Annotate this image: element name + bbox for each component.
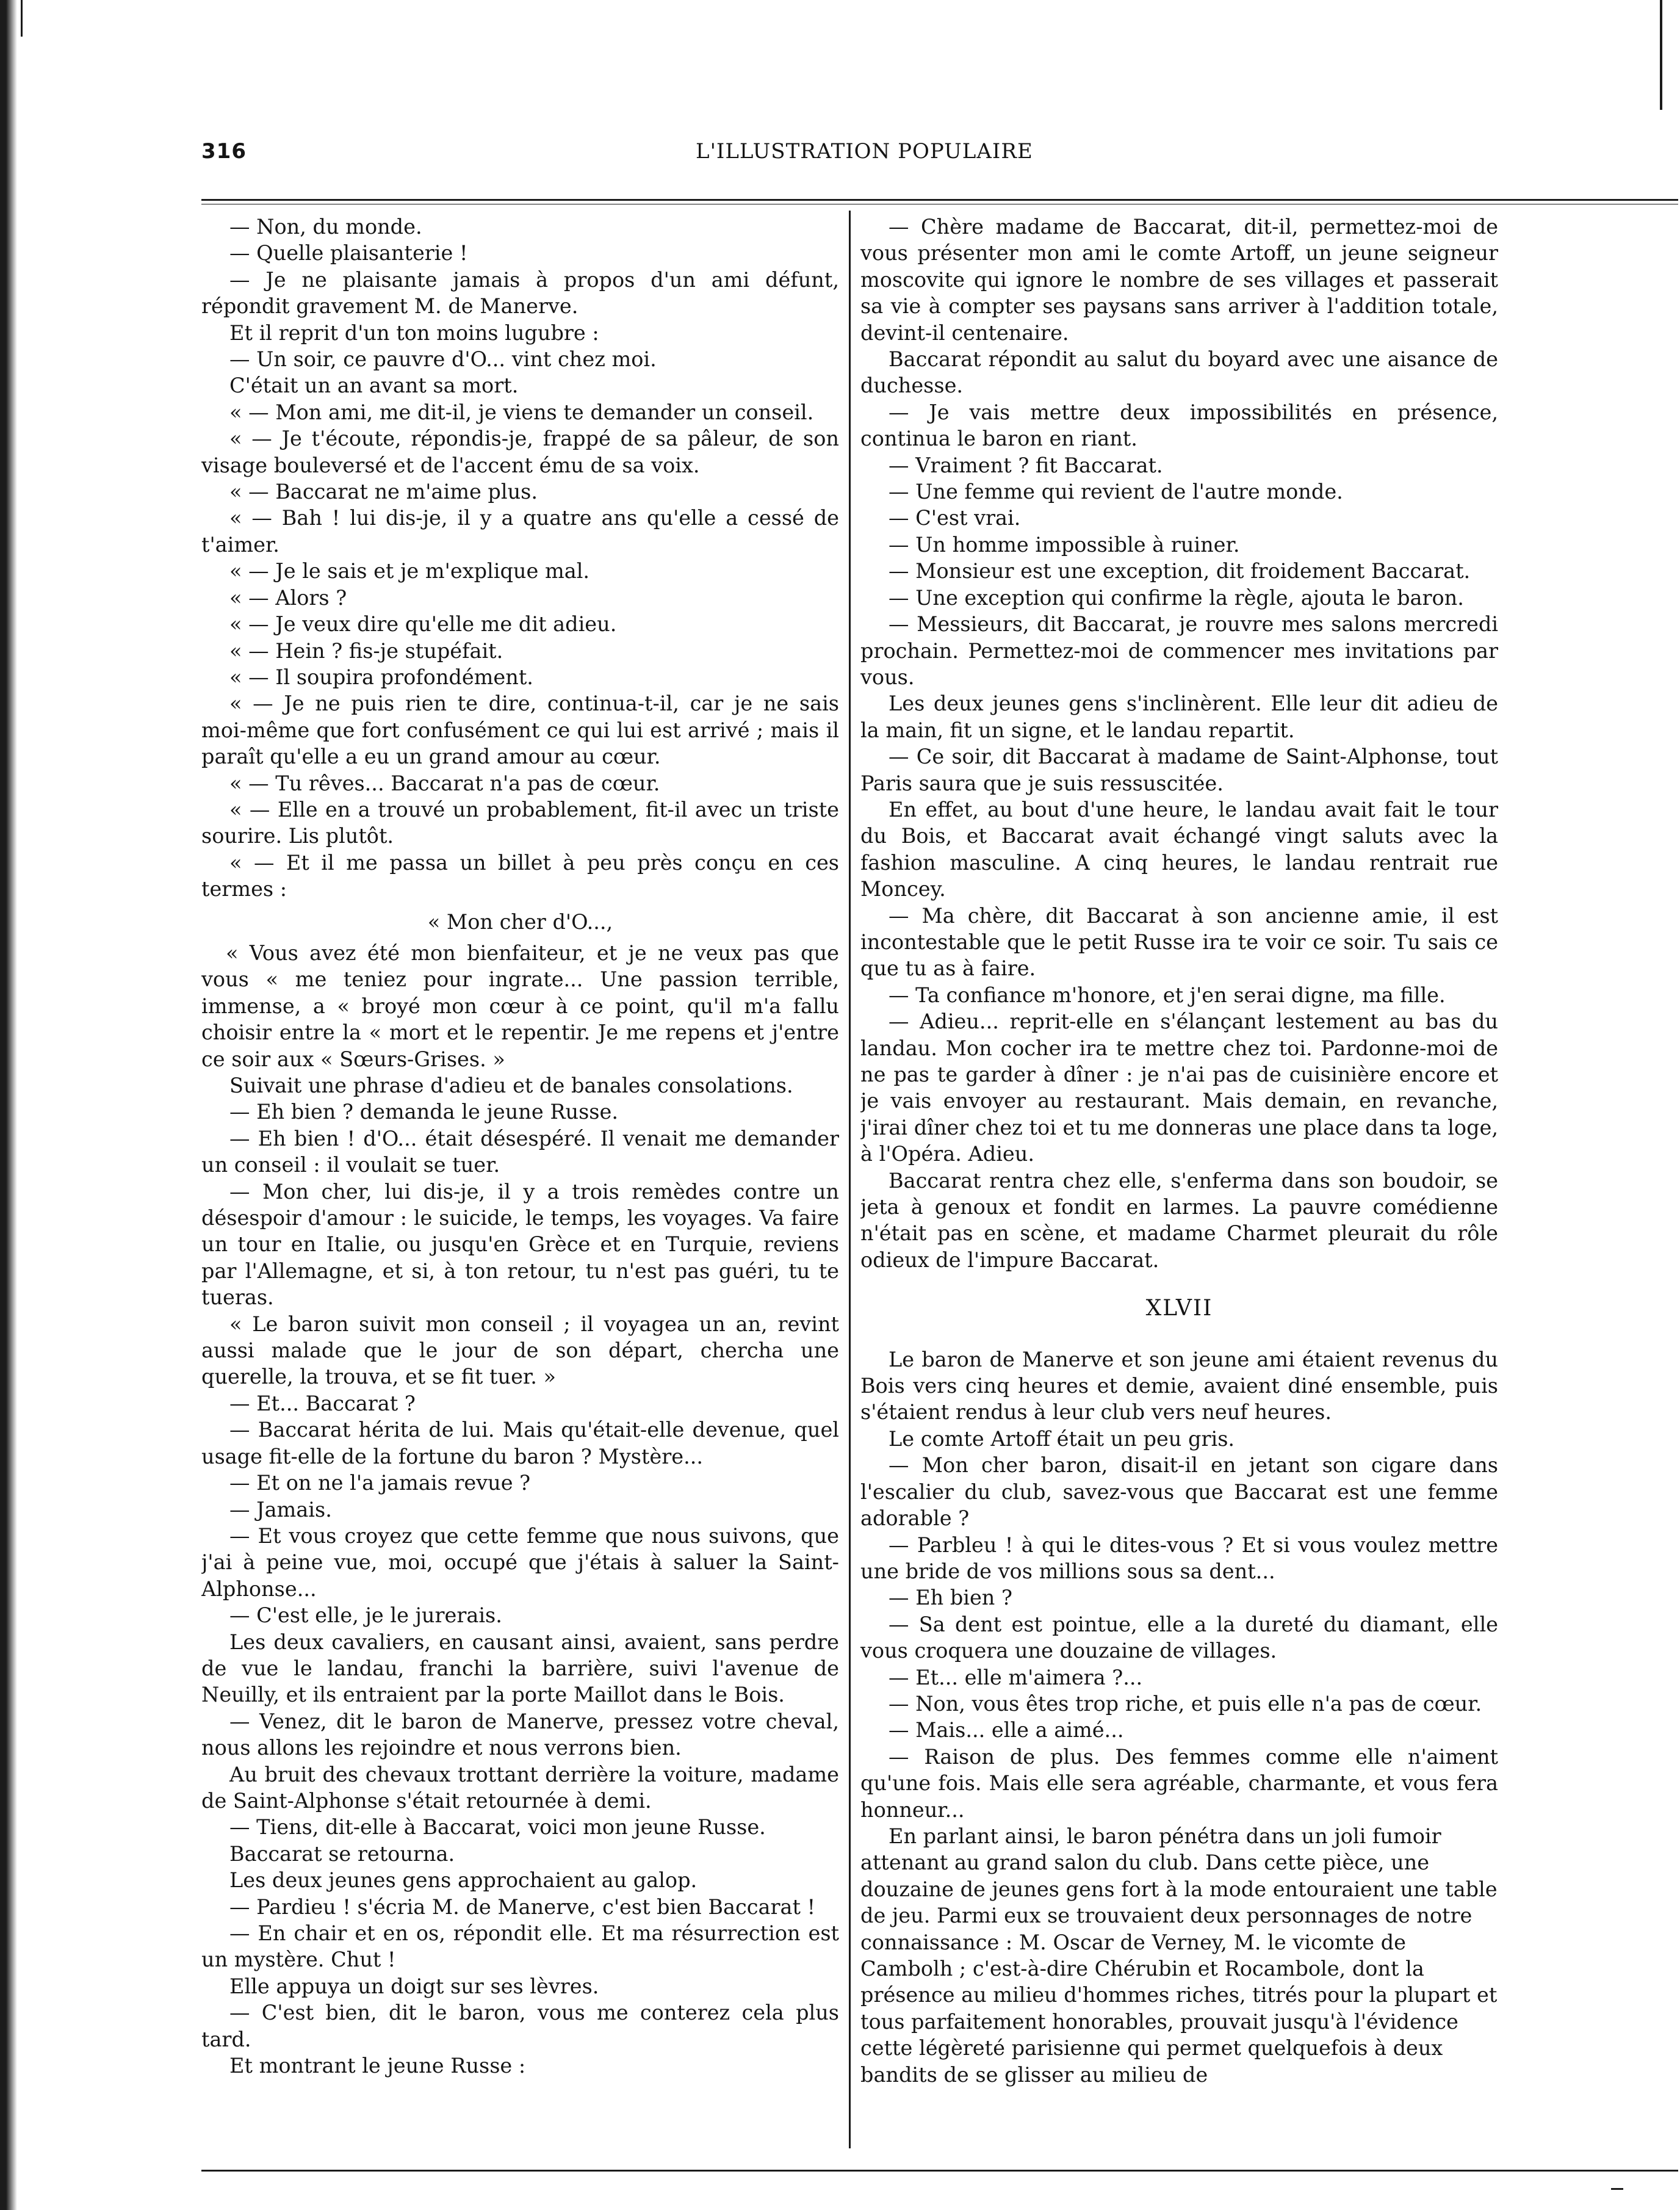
paragraph: — Non, du monde. bbox=[229, 215, 422, 239]
paragraph: « — Il soupira profondément. bbox=[229, 665, 533, 689]
footer-rule bbox=[201, 2170, 1678, 2172]
paragraph: — Je ne plaisante jamais à propos d'un ami défunt, répondit gravement M. de Manerve. bbox=[201, 267, 839, 319]
paragraph: — Ta confiance m'honore, et j'en serai digne, ma fille. bbox=[889, 983, 1446, 1007]
left-column bbox=[201, 214, 839, 2167]
paragraph: — Pardieu ! s'écria M. de Manerve, c'est bien Baccarat ! bbox=[229, 1894, 816, 1919]
paragraph: — C'est vrai. bbox=[889, 506, 1021, 530]
scan-mark-top-left bbox=[21, 0, 23, 37]
paragraph: — Et... elle m'aimera ?... bbox=[889, 1665, 1143, 1689]
paragraph: Les deux cavaliers, en causant ainsi, avaient, sans perdre de vue le landau, franchi la barrière, suivi l'avenue de Neuilly, et ils entraient par la porte Maillot dans le Bois. bbox=[201, 1630, 839, 1707]
paragraph: — Et vous croyez que cette femme que nous suivons, que j'ai à peine vue, moi, occupé que j'étais à saluer la Saint-Alphonse... bbox=[201, 1523, 839, 1601]
paragraph: Baccarat se retourna. bbox=[229, 1841, 455, 1866]
paragraph: Suivait une phrase d'adieu et de banales consolations. bbox=[229, 1074, 793, 1097]
paragraph: Les deux jeunes gens s'inclinèrent. Elle leur dit adieu de la main, fit un signe, et le landau repartit. bbox=[860, 692, 1498, 742]
paragraph: — Je vais mettre deux impossibilités en présence, continua le baron en riant. bbox=[860, 400, 1498, 451]
chapter-heading: XLVII bbox=[1145, 1296, 1213, 1321]
paragraph: — Ce soir, dit Baccarat à madame de Saint-Alphonse, tout Paris saura que je suis ressuscitée. bbox=[860, 745, 1498, 795]
scan-mark-bottom-right bbox=[1611, 2188, 1623, 2190]
scan-mark-top-right bbox=[1660, 0, 1662, 110]
paragraph: « — Mon ami, me dit-il, je viens te demander un conseil. bbox=[229, 400, 814, 424]
paragraph: — Mais... elle a aimé... bbox=[889, 1718, 1124, 1742]
paragraph: — Jamais. bbox=[229, 1497, 332, 1522]
letter-salutation: « Mon cher d'O..., bbox=[427, 909, 613, 934]
header-rule bbox=[201, 199, 1678, 201]
paragraph: — Baccarat hérita de lui. Mais qu'était-elle devenue, quel usage fit-elle de la fortune du baron ? Mystère... bbox=[201, 1418, 839, 1468]
paragraph: — Non, vous êtes trop riche, et puis elle n'a pas de cœur. bbox=[889, 1691, 1482, 1716]
paragraph: — Adieu... reprit-elle en s'élançant lestement au bas du landau. Mon cocher ira te mettre chez toi. Pardonne-moi de ne pas te garder à dîner : je n'ai pas de cuisinière encore et je vais envoyer au restaurant. Mais demain, en revanche, j'irai dîner chez toi et tu me donneras une place dans ta loge, à l'Opéra. Adieu. bbox=[860, 1009, 1498, 1166]
paragraph: « — Hein ? fis-je stupéfait. bbox=[229, 638, 503, 663]
paragraph: « — Elle en a trouvé un probablement, fit-il avec un triste sourire. Lis plutôt. bbox=[201, 797, 839, 848]
paragraph: — Raison de plus. Des femmes comme elle n'aiment qu'une fois. Mais elle sera agréable, charmante, et vous fera honneur... bbox=[860, 1744, 1498, 1822]
paragraph: — Sa dent est pointue, elle a la dureté du diamant, elle vous croquera une douzaine de villages. bbox=[860, 1612, 1498, 1663]
paragraph: Et il reprit d'un ton moins lugubre : bbox=[229, 320, 599, 345]
scan-left-edge-shadow bbox=[0, 0, 17, 2210]
paragraph: — Venez, dit le baron de Manerve, pressez votre cheval, nous allons les rejoindre et nous verrons bien. bbox=[201, 1709, 839, 1760]
paragraph: — Et on ne l'a jamais revue ? bbox=[229, 1471, 531, 1495]
paragraph: « — Alors ? bbox=[229, 585, 347, 610]
right-column bbox=[860, 214, 1498, 2167]
paragraph: « — Je veux dire qu'elle me dit adieu. bbox=[229, 612, 617, 637]
paragraph: — Eh bien ! d'O... était désespéré. Il venait me demander un conseil : il voulait se tuer. bbox=[201, 1126, 839, 1177]
paragraph: « — Bah ! lui dis-je, il y a quatre ans qu'elle a cessé de t'aimer. bbox=[201, 506, 839, 557]
paragraph: — Mon cher baron, disait-il en jetant son cigare dans l'escalier du club, savez-vous que Baccarat est une femme adorable ? bbox=[860, 1453, 1498, 1531]
paragraph: — Parbleu ! à qui le dites-vous ? Et si vous voulez mettre une bride de vos millions sous sa dent... bbox=[860, 1533, 1498, 1583]
paragraph: « — Tu rêves... Baccarat n'a pas de cœur. bbox=[229, 771, 660, 795]
paragraph: — Ma chère, dit Baccarat à son ancienne amie, il est incontestable que le petit Russe ira te voir ce soir. Tu sais ce que tu as à faire. bbox=[860, 903, 1498, 981]
paragraph: « — Je ne puis rien te dire, continua-t-il, car je ne sais moi-même que fort confusément ce qui lui est arrivé ; mais il paraît qu'elle a eu un grand amour au cœur. bbox=[201, 692, 839, 769]
paragraph: — Une femme qui revient de l'autre monde. bbox=[889, 480, 1343, 504]
paragraph: « — Je le sais et je m'explique mal. bbox=[229, 559, 590, 583]
paragraph: — Une exception qui confirme la règle, ajouta le baron. bbox=[889, 585, 1464, 610]
paragraph: Les deux jeunes gens approchaient au galop. bbox=[229, 1868, 698, 1893]
paragraph: Le baron de Manerve et son jeune ami étaient revenus du Bois vers cinq heures et demie, avaient diné ensemble, puis s'étaient rendus à leur club vers neuf heures. bbox=[860, 1347, 1498, 1425]
paragraph: — Monsieur est une exception, dit froidement Baccarat. bbox=[889, 559, 1471, 583]
paragraph: — Tiens, dit-elle à Baccarat, voici mon jeune Russe. bbox=[229, 1815, 766, 1840]
column-divider bbox=[849, 211, 851, 2148]
paragraph: — En chair et en os, répondit elle. Et ma résurrection est un mystère. Chut ! bbox=[201, 1921, 839, 1972]
page-number: 316 bbox=[201, 139, 247, 164]
paragraph: — Chère madame de Baccarat, dit-il, permettez-moi de vous présenter mon ami le comte Artoff, un jeune seigneur moscovite qui ignore le nombre de ses villages et passerait sa vie à compter ses paysans sans arriver à l'addition totale, devint-il centenaire. bbox=[860, 215, 1498, 345]
paragraph: — C'est bien, dit le baron, vous me conterez cela plus tard. bbox=[201, 2001, 839, 2051]
paragraph: « — Baccarat ne m'aime plus. bbox=[229, 480, 538, 504]
paragraph: — Mon cher, lui dis-je, il y a trois remèdes contre un désespoir d'amour : le suicide, le temps, les voyages. Va faire un tour en Italie, ou jusqu'en Grèce et en Turquie, reviens par l'Allemagne, et si, à ton retour, tu n'est pas guéri, tu te tueras. bbox=[201, 1179, 839, 1310]
paragraph: — C'est elle, je le jurerais. bbox=[229, 1603, 502, 1628]
paragraph: — Un homme impossible à ruiner. bbox=[889, 532, 1240, 557]
paragraph: — Eh bien ? demanda le jeune Russe. bbox=[229, 1100, 618, 1124]
paragraph: Le comte Artoff était un peu gris. bbox=[889, 1426, 1235, 1451]
paragraph: « — Je t'écoute, répondis-je, frappé de sa pâleur, de son visage bouleversé et de l'accent ému de sa voix. bbox=[201, 427, 839, 477]
paragraph: C'était un an avant sa mort. bbox=[229, 374, 519, 398]
paragraph: « Le baron suivit mon conseil ; il voyagea un an, revint aussi malade que le jour de son départ, chercha une querelle, la trouva, et se fit tuer. » bbox=[201, 1312, 839, 1389]
paragraph: — Et... Baccarat ? bbox=[229, 1391, 416, 1415]
paragraph: — Messieurs, dit Baccarat, je rouvre mes salons mercredi prochain. Permettez-moi de commencer mes invitations par vous. bbox=[860, 612, 1498, 689]
paragraph: En parlant ainsi, le baron pénétra dans un joli fumoir attenant au grand salon du club. Dans cette pièce, une douzaine de jeunes gens fort à la mode entouraient une table de jeu. Parmi eux se trouvaient deux personnages de notre connaissance : M. Oscar de Verney, M. le vicomte de Cambolh ; c'est-à-dire Chérubin et Rocambole, dont la présence au milieu d'hommes riches, titrés pour la plupart et tous parfaitement honorables, prouvait jusqu'à l'évidence cette légèreté parisienne qui permet quelquefois à deux bandits de se glisser au milieu de bbox=[860, 1824, 1498, 2087]
paragraph: Elle appuya un doigt sur ses lèvres. bbox=[229, 1974, 599, 1998]
paragraph: Et montrant le jeune Russe : bbox=[229, 2054, 526, 2078]
paragraph: « — Et il me passa un billet à peu près conçu en ces termes : bbox=[201, 850, 839, 901]
paragraph: — Quelle plaisanterie ! bbox=[229, 241, 468, 265]
paragraph: — Vraiment ? fit Baccarat. bbox=[889, 453, 1163, 477]
letter-body: « Vous avez été mon bienfaiteur, et je ne veux pas que vous « me teniez pour ingrate... Une passion terrible, immense, a « broyé mon cœur à ce point, qu'il m'a fallu choisir entre la « mort et le repentir. Je me repens et j'entre ce soir aux « Sœurs-Grises. » bbox=[201, 941, 839, 1071]
paragraph: Baccarat répondit au salut du boyard avec une aisance de duchesse. bbox=[860, 347, 1498, 398]
paragraph: — Eh bien ? bbox=[889, 1586, 1012, 1610]
paragraph: Baccarat rentra chez elle, s'enferma dans son boudoir, se jeta à genoux et fondit en larmes. La pauvre comédienne n'était pas en scène, et madame Charmet pleurait du rôle odieux de l'impure Baccarat. bbox=[860, 1168, 1498, 1272]
paragraph: Au bruit des chevaux trottant derrière la voiture, madame de Saint-Alphonse s'était retournée à demi. bbox=[201, 1762, 839, 1813]
paragraph: En effet, au bout d'une heure, le landau avait fait le tour du Bois, et Baccarat avait échangé vingt saluts avec la fashion masculine. A cinq heures, le landau rentrait rue Moncey. bbox=[860, 797, 1498, 901]
running-title: L'ILLUSTRATION POPULAIRE bbox=[696, 139, 1033, 164]
page-header bbox=[201, 139, 1678, 182]
paragraph: — Un soir, ce pauvre d'O... vint chez moi. bbox=[229, 347, 657, 372]
